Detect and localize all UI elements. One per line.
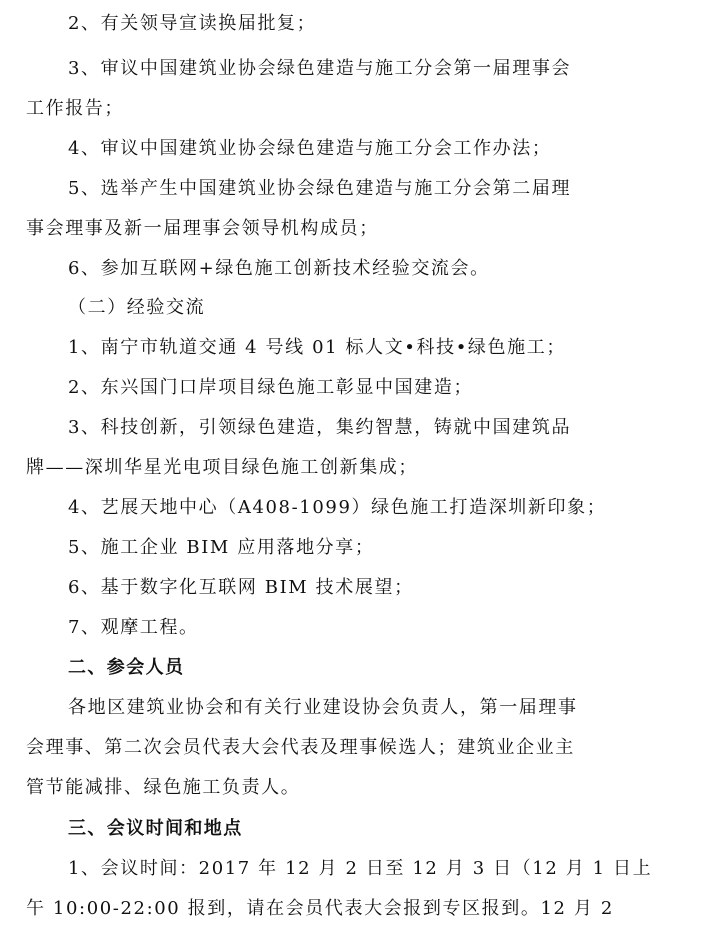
agenda-item-5-line-1: 5、选举产生中国建筑业协会绿色建造与施工分会第二届理 bbox=[68, 178, 572, 199]
agenda-item-4: 4、审议中国建筑业协会绿色建造与施工分会工作办法； bbox=[68, 138, 552, 159]
meeting-time-line-1: 1、会议时间：2017 年 12 月 2 日至 12 月 3 日（12 月 1 日上 bbox=[68, 858, 653, 879]
time-place-heading: 三、会议时间和地点 bbox=[68, 818, 243, 839]
agenda-item-3-line-2: 工作报告； bbox=[26, 98, 124, 119]
agenda-item-6: 6、参加互联网+绿色施工创新技术经验交流会。 bbox=[68, 258, 490, 279]
exchange-item-2: 2、东兴国门口岸项目绿色施工彰显中国建造； bbox=[68, 377, 474, 398]
exchange-item-3-line-2: 牌——深圳华星光电项目绿色施工创新集成； bbox=[26, 457, 418, 478]
agenda-item-2: 2、有关领导宣读换届批复； bbox=[68, 13, 317, 34]
exchange-item-5: 5、施工企业 BIM 应用落地分享； bbox=[68, 537, 375, 558]
participants-line-2: 会理事、第二次会员代表大会代表及理事候选人；建筑业企业主 bbox=[26, 737, 575, 758]
participants-heading: 二、参会人员 bbox=[68, 657, 185, 678]
agenda-item-3-line-1: 3、审议中国建筑业协会绿色建造与施工分会第一届理事会 bbox=[68, 58, 572, 79]
meeting-time-line-2: 午 10:00-22:00 报到，请在会员代表大会报到专区报到。12 月 2 bbox=[26, 898, 614, 919]
exchange-item-6: 6、基于数字化互联网 BIM 技术展望； bbox=[68, 577, 414, 598]
participants-line-1: 各地区建筑业协会和有关行业建设协会负责人，第一届理事 bbox=[68, 697, 578, 718]
exchange-item-1: 1、南宁市轨道交通 4 号线 01 标人文•科技•绿色施工； bbox=[68, 337, 566, 358]
exchange-item-4: 4、艺展天地中心（A408-1099）绿色施工打造深圳新印象； bbox=[68, 497, 607, 518]
agenda-item-5-line-2: 事会理事及新一届理事会领导机构成员； bbox=[26, 218, 379, 239]
experience-exchange-heading: （二）经验交流 bbox=[68, 297, 206, 318]
exchange-item-3-line-1: 3、科技创新，引领绿色建造，集约智慧，铸就中国建筑品 bbox=[68, 417, 572, 438]
exchange-item-7: 7、观摩工程。 bbox=[68, 617, 199, 638]
participants-line-3: 管节能减排、绿色施工负责人。 bbox=[26, 777, 301, 798]
